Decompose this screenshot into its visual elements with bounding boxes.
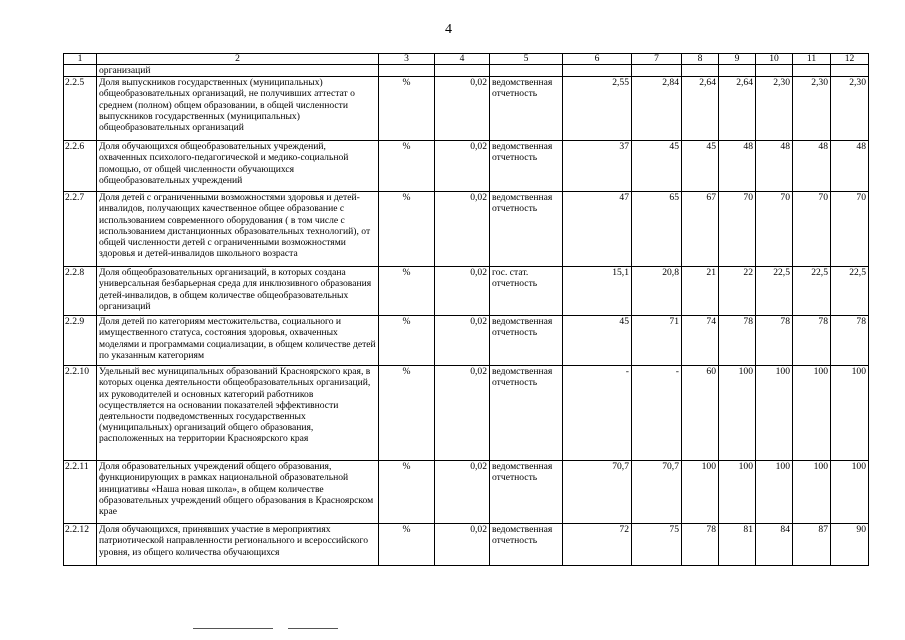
row-value-7: 65 [632, 192, 682, 267]
row-value-11: 100 [793, 366, 831, 461]
row-description: Доля обучающихся, принявших участие в мероприятиях патриотической направленности регионального и всероссийского уровня, из общего количества обучающихся [97, 524, 379, 566]
continuation-text: организаций [97, 65, 379, 77]
header-cell-6: 6 [563, 54, 632, 65]
row-code: 2.2.12 [64, 524, 97, 566]
row-value-7: 45 [632, 141, 682, 192]
row-value-8: 2,64 [682, 77, 719, 141]
row-source: ведомственная отчетность [490, 141, 563, 192]
header-cell-2: 2 [97, 54, 379, 65]
row-value-6: 2,55 [563, 77, 632, 141]
table-row [64, 141, 869, 192]
row-unit: % [379, 192, 435, 267]
row-description: Доля детей по категориям местожительства, социального и имущественного статуса, состояния здоровья, охваченных моделями и программами социализации, в общем количестве детей по указанным категориям [97, 316, 379, 366]
row-value-9: 100 [719, 461, 756, 524]
row-value-10: 100 [756, 366, 793, 461]
row-value-9: 22 [719, 267, 756, 316]
row-weight: 0,02 [435, 461, 490, 524]
row-value-11: 70 [793, 192, 831, 267]
table-row [64, 524, 869, 566]
row-unit: % [379, 77, 435, 141]
row-value-11: 87 [793, 524, 831, 566]
row-weight: 0,02 [435, 366, 490, 461]
row-value-9: 100 [719, 366, 756, 461]
indicators-table [63, 53, 869, 566]
row-weight: 0,02 [435, 141, 490, 192]
row-weight: 0,02 [435, 316, 490, 366]
row-description: Удельный вес муниципальных образований Красноярского края, в которых оценка деятельности общеобразовательных организаций, их руководителей и основных категорий работников осуществляется на основании показателей эффективности деятельности подведомственных государственных (муниципальных) организаций общего образования, расположенных на территории Красноярского края [97, 366, 379, 461]
row-value-9: 78 [719, 316, 756, 366]
header-cell-7: 7 [632, 54, 682, 65]
page-number: 4 [445, 22, 452, 37]
row-value-11: 2,30 [793, 77, 831, 141]
row-unit: % [379, 141, 435, 192]
row-description: Доля образовательных учреждений общего образования, функционирующих в рамках национальной образовательной инициативы «Наша новая школа», в общем количестве образовательных учреждений общего образования в Красноярском крае [97, 461, 379, 524]
row-unit: % [379, 524, 435, 566]
row-unit: % [379, 461, 435, 524]
row-code: 2.2.8 [64, 267, 97, 316]
row-value-8: 21 [682, 267, 719, 316]
header-cell-5: 5 [490, 54, 563, 65]
row-value-12: 78 [831, 316, 869, 366]
row-value-12: 48 [831, 141, 869, 192]
row-value-8: 67 [682, 192, 719, 267]
header-cell-11: 11 [793, 54, 831, 65]
row-weight: 0,02 [435, 267, 490, 316]
row-value-12: 100 [831, 366, 869, 461]
row-value-7: - [632, 366, 682, 461]
row-value-6: 37 [563, 141, 632, 192]
row-source: ведомственная отчетность [490, 316, 563, 366]
row-value-8: 45 [682, 141, 719, 192]
row-value-12: 100 [831, 461, 869, 524]
row-value-10: 100 [756, 461, 793, 524]
table-row [64, 316, 869, 366]
header-cell-9: 9 [719, 54, 756, 65]
row-value-6: 70,7 [563, 461, 632, 524]
row-description: Доля общеобразовательных организаций, в которых создана универсальная безбарьерная среда для инклюзивного образования детей-инвалидов, в общем количестве общеобразовательных организаций [97, 267, 379, 316]
header-cell-8: 8 [682, 54, 719, 65]
table-row [64, 366, 869, 461]
row-unit: % [379, 267, 435, 316]
row-code: 2.2.10 [64, 366, 97, 461]
row-value-10: 78 [756, 316, 793, 366]
row-value-8: 74 [682, 316, 719, 366]
row-value-7: 20,8 [632, 267, 682, 316]
row-value-10: 2,30 [756, 77, 793, 141]
row-value-7: 2,84 [632, 77, 682, 141]
row-description: Доля обучающихся общеобразовательных учреждений, охваченных психолого-педагогической и медико-социальной помощью, от общей численности обучающихся общеобразовательных учреждений [97, 141, 379, 192]
continuation-row [64, 65, 869, 77]
row-value-10: 84 [756, 524, 793, 566]
row-value-12: 70 [831, 192, 869, 267]
row-value-7: 71 [632, 316, 682, 366]
row-value-11: 48 [793, 141, 831, 192]
row-value-6: 15,1 [563, 267, 632, 316]
row-value-8: 78 [682, 524, 719, 566]
row-code: 2.2.9 [64, 316, 97, 366]
row-value-9: 2,64 [719, 77, 756, 141]
table-row [64, 267, 869, 316]
row-value-9: 81 [719, 524, 756, 566]
row-value-11: 78 [793, 316, 831, 366]
row-value-7: 75 [632, 524, 682, 566]
table-row [64, 77, 869, 141]
row-description: Доля выпускников государственных (муниципальных) общеобразовательных организаций, не получивших аттестат о среднем (полном) общем образовании, в общей численности выпускников государственных (муниципальных) общеобразовательных организаций [97, 77, 379, 141]
table-row [64, 192, 869, 267]
row-source: ведомственная отчетность [490, 524, 563, 566]
row-value-9: 48 [719, 141, 756, 192]
footer-rule [193, 628, 273, 629]
row-value-8: 100 [682, 461, 719, 524]
row-source: ведомственная отчетность [490, 192, 563, 267]
row-value-8: 60 [682, 366, 719, 461]
header-row [64, 54, 869, 65]
row-description: Доля детей с ограниченными возможностями здоровья и детей-инвалидов, получающих качественное общее образование с использованием современного оборудования ( в том числе с использованием дистанционных образовательных технологий), от общей численности детей с ограниченными возможностями здоровья и детей-инвалидов школьного возраста [97, 192, 379, 267]
row-value-11: 100 [793, 461, 831, 524]
row-value-12: 22,5 [831, 267, 869, 316]
header-cell-10: 10 [756, 54, 793, 65]
row-value-6: 45 [563, 316, 632, 366]
header-cell-12: 12 [831, 54, 869, 65]
row-unit: % [379, 366, 435, 461]
row-value-10: 22,5 [756, 267, 793, 316]
row-weight: 0,02 [435, 77, 490, 141]
row-code: 2.2.7 [64, 192, 97, 267]
row-code: 2.2.6 [64, 141, 97, 192]
header-cell-4: 4 [435, 54, 490, 65]
row-value-6: - [563, 366, 632, 461]
table-row [64, 461, 869, 524]
row-value-6: 72 [563, 524, 632, 566]
row-value-10: 48 [756, 141, 793, 192]
row-weight: 0,02 [435, 192, 490, 267]
header-cell-1: 1 [64, 54, 97, 65]
row-value-7: 70,7 [632, 461, 682, 524]
header-cell-3: 3 [379, 54, 435, 65]
row-value-9: 70 [719, 192, 756, 267]
row-weight: 0,02 [435, 524, 490, 566]
row-code: 2.2.5 [64, 77, 97, 141]
row-code: 2.2.11 [64, 461, 97, 524]
row-source: ведомственная отчетность [490, 77, 563, 141]
row-source: гос. стат. отчетность [490, 267, 563, 316]
row-value-10: 70 [756, 192, 793, 267]
row-source: ведомственная отчетность [490, 461, 563, 524]
row-unit: % [379, 316, 435, 366]
row-value-6: 47 [563, 192, 632, 267]
footer-rule [288, 628, 338, 629]
row-source: ведомственная отчетность [490, 366, 563, 461]
row-value-12: 90 [831, 524, 869, 566]
row-value-11: 22,5 [793, 267, 831, 316]
row-value-12: 2,30 [831, 77, 869, 141]
